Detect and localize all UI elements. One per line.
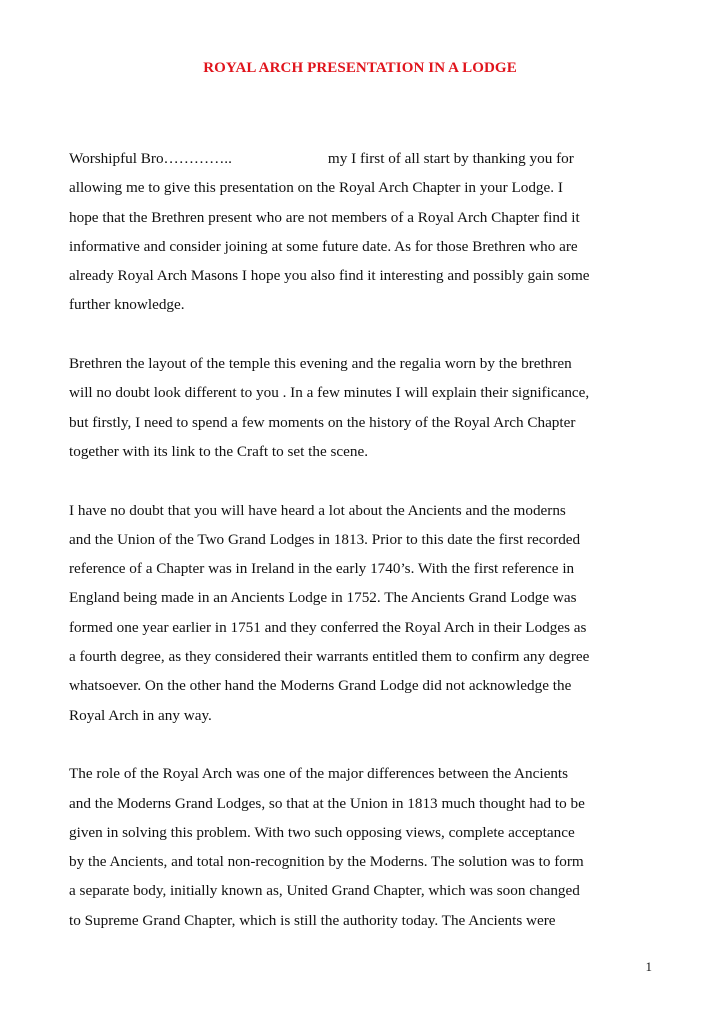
text-line: I have no doubt that you will have heard a lot about the Ancients and the moderns bbox=[69, 501, 566, 519]
document-title: ROYAL ARCH PRESENTATION IN A LODGE bbox=[203, 60, 517, 76]
text-line: by the Ancients, and total non-recognition by the Moderns. The solution was to form bbox=[69, 853, 584, 871]
page-number: 1 bbox=[645, 959, 652, 974]
salutation-addressee: Worshipful Bro………….. bbox=[69, 150, 232, 167]
text-line: Royal Arch in any way. bbox=[69, 706, 212, 724]
salutation-line bbox=[69, 144, 669, 173]
text-line: further knowledge. bbox=[69, 296, 185, 314]
salutation-continuation: my I first of all start by thanking you for bbox=[327, 150, 574, 167]
text-line: England being made in an Ancients Lodge in 1752. The Ancients Grand Lodge was bbox=[69, 589, 577, 607]
text-line: informative and consider joining at some future date. As for those Brethren who are bbox=[69, 237, 578, 255]
text-line: given in solving this problem. With two such opposing views, complete acceptance bbox=[69, 823, 575, 841]
text-line: and the Moderns Grand Lodges, so that at the Union in 1813 much thought had to be bbox=[69, 794, 585, 812]
paragraph-1 bbox=[69, 173, 669, 319]
paragraph-gap bbox=[69, 466, 669, 495]
text-line: a fourth degree, as they considered their warrants entitled them to confirm any degree bbox=[69, 648, 590, 666]
text-line: The role of the Royal Arch was one of the major differences between the Ancients bbox=[69, 765, 569, 783]
text-line: allowing me to give this presentation on the Royal Arch Chapter in your Lodge. I bbox=[69, 179, 563, 197]
paragraph-gap bbox=[69, 320, 669, 349]
text-line: a separate body, initially known as, United Grand Chapter, which was soon changed bbox=[69, 882, 580, 900]
text-line: to Supreme Grand Chapter, which is still the authority today. The Ancients were bbox=[69, 911, 556, 929]
paragraph-3 bbox=[69, 496, 669, 730]
text-line: Brethren the layout of the temple this evening and the regalia worn by the brethren bbox=[69, 355, 572, 373]
paragraph-gap bbox=[69, 730, 669, 759]
text-line: reference of a Chapter was in Ireland in the early 1740’s. With the first reference in bbox=[69, 560, 575, 578]
text-line: hope that the Brethren present who are not members of a Royal Arch Chapter find it bbox=[69, 208, 580, 226]
paragraph-4 bbox=[69, 759, 669, 935]
text-line: and the Union of the Two Grand Lodges in 1813. Prior to this date the first recorded bbox=[69, 530, 581, 548]
document-body bbox=[69, 144, 669, 935]
text-line: but firstly, I need to spend a few moments on the history of the Royal Arch Chapter bbox=[69, 413, 576, 431]
text-line: whatsoever. On the other hand the Moderns Grand Lodge did not acknowledge the bbox=[69, 677, 572, 695]
text-line: formed one year earlier in 1751 and they conferred the Royal Arch in their Lodges as bbox=[69, 618, 587, 636]
text-line: together with its link to the Craft to set the scene. bbox=[69, 442, 369, 460]
paragraph-2 bbox=[69, 349, 669, 466]
text-line: will no doubt look different to you . In a few minutes I will explain their significance, bbox=[69, 384, 590, 402]
text-line: already Royal Arch Masons I hope you also find it interesting and possibly gain some bbox=[69, 267, 590, 285]
